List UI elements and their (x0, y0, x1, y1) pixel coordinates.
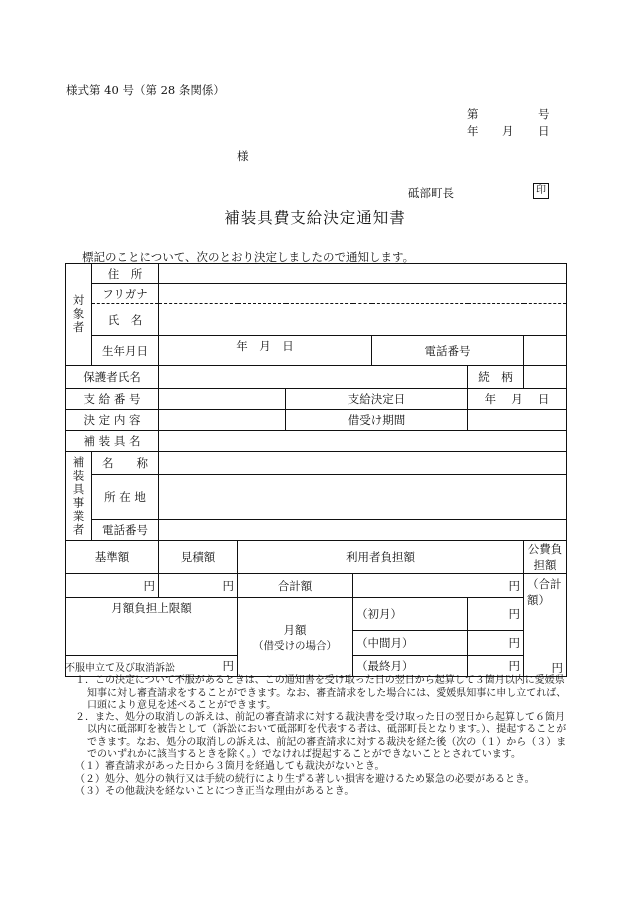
public-total-label: （合計額） (527, 577, 562, 607)
note-sub-2: （２）処分、処分の執行又は手続の続行により生ずる著しい損害を避けるため緊急の必要があるとき。 (75, 773, 535, 785)
estimate-value[interactable]: 円 (159, 574, 238, 598)
public-burden-value[interactable] (524, 574, 567, 677)
public-yen: 円 (551, 661, 563, 675)
rental-period-value[interactable] (468, 410, 567, 431)
seal-mark: 印 (533, 183, 549, 199)
first-month-label: （初月） (353, 598, 468, 631)
vendor-name-value[interactable] (159, 452, 567, 475)
last-month-label: （最終月） (353, 656, 468, 677)
base-amount-header: 基準額 (66, 541, 159, 574)
vendor-header: 補装具事業者 (66, 452, 92, 541)
date-label-day: 日 (538, 124, 550, 138)
furigana-label: フリガナ (92, 284, 159, 304)
base-amount-value[interactable]: 円 (66, 574, 159, 598)
note-sub-3: （３）その他裁決を経ないことにつき正当な理由があるとき。 (75, 785, 355, 797)
vendor-phone-label: 電話番号 (92, 520, 159, 541)
rental-period-label: 借受け期間 (286, 410, 468, 431)
intro-text: 標記のことについて、次のとおり決定しましたので通知します。 (82, 250, 415, 264)
first-month-value[interactable]: 円 (468, 598, 524, 631)
relation-label: 続 柄 (468, 366, 524, 389)
payment-number-value[interactable] (159, 389, 286, 410)
mayor-title: 砥部町長 (408, 186, 454, 200)
decision-content-label: 決 定 内 容 (66, 410, 159, 431)
note-sub-1: （１）審査請求があった日から３箇月を経過しても裁決がないとき。 (75, 761, 385, 773)
user-burden-header: 利用者負担額 (238, 541, 524, 574)
name-label: 氏 名 (92, 304, 159, 336)
device-name-value[interactable] (159, 431, 567, 452)
subject-header: 対象者 (66, 264, 92, 366)
number-label-dai: 第 (467, 107, 479, 121)
birthdate-value[interactable]: 年 月 日 (159, 336, 372, 366)
vendor-address-label: 所 在 地 (92, 475, 159, 520)
decision-date-label: 支給決定日 (286, 389, 468, 410)
note-2: ２．また、処分の取消しの訴えは、前記の審査請求に対する裁決書を受け取った日の翌日から起算して６箇月以内に砥部町を被告として（訴訟において砥部町を代表する者は、砥部町長となります。）、提起することができます。なお、処分の取消しの訴えは、前記の審査請求に対する裁決を経た後（次の（１）から（３）までのいずれかに該当するときを除く。）でなければ提起することができないこととされています。 (75, 712, 567, 761)
device-name-label: 補 装 具 名 (66, 431, 159, 452)
address-label: 住 所 (92, 264, 159, 284)
guardian-name-value[interactable] (159, 366, 468, 389)
public-burden-header: 公費負担額 (524, 541, 567, 574)
subject-phone-label: 電話番号 (372, 336, 524, 366)
address-value[interactable] (159, 264, 567, 284)
monthly-limit-label: 月額負担上限額 (66, 598, 238, 656)
notes-heading: 不服申立て及び取消訴訟 (65, 663, 175, 674)
document-title: 補装具費支給決定通知書 (224, 209, 406, 227)
last-month-value[interactable]: 円 (468, 656, 524, 677)
name-value[interactable] (159, 304, 567, 336)
birthdate-label: 生年月日 (92, 336, 159, 366)
payment-number-label: 支 給 番 号 (66, 389, 159, 410)
decision-form-table (65, 263, 567, 677)
mid-month-label: （中間月） (353, 631, 468, 656)
estimate-header: 見積額 (159, 541, 238, 574)
monthly-text: 月額 (283, 622, 307, 637)
decision-date-value[interactable]: 年 月 日 (468, 389, 567, 410)
total-value[interactable]: 円 (353, 574, 524, 598)
furigana-value[interactable] (159, 284, 567, 304)
note-1: １．この決定について不服があるときは、この通知書を受け取った日の翌日から起算して３箇月以内に愛媛県知事に対し審査請求をすることができます。なお、審査請求をした場合には、愛媛県知事に申し立てれば、口頭により意見を述べることができます。 (75, 675, 567, 711)
addressee-sama: 様 (237, 149, 249, 163)
date-label-year: 年 (467, 124, 479, 138)
vendor-address-value[interactable] (159, 475, 567, 520)
vendor-phone-value[interactable] (159, 520, 567, 541)
monthly-limit-value[interactable]: 円 (66, 656, 238, 677)
date-label-month: 月 (502, 124, 514, 138)
subject-phone-value[interactable] (524, 336, 567, 366)
rental-case-text: （借受けの場合） (253, 639, 337, 652)
mid-month-value[interactable]: 円 (468, 631, 524, 656)
relation-value[interactable] (524, 366, 567, 389)
form-number: 様式第 40 号（第 28 条関係） (66, 83, 225, 97)
decision-content-value[interactable] (159, 410, 286, 431)
guardian-name-label: 保護者氏名 (66, 366, 159, 389)
total-label: 合計額 (238, 574, 353, 598)
number-label-gou: 号 (538, 107, 550, 121)
vendor-name-label: 名 称 (92, 452, 159, 475)
appeal-notes (65, 663, 570, 798)
